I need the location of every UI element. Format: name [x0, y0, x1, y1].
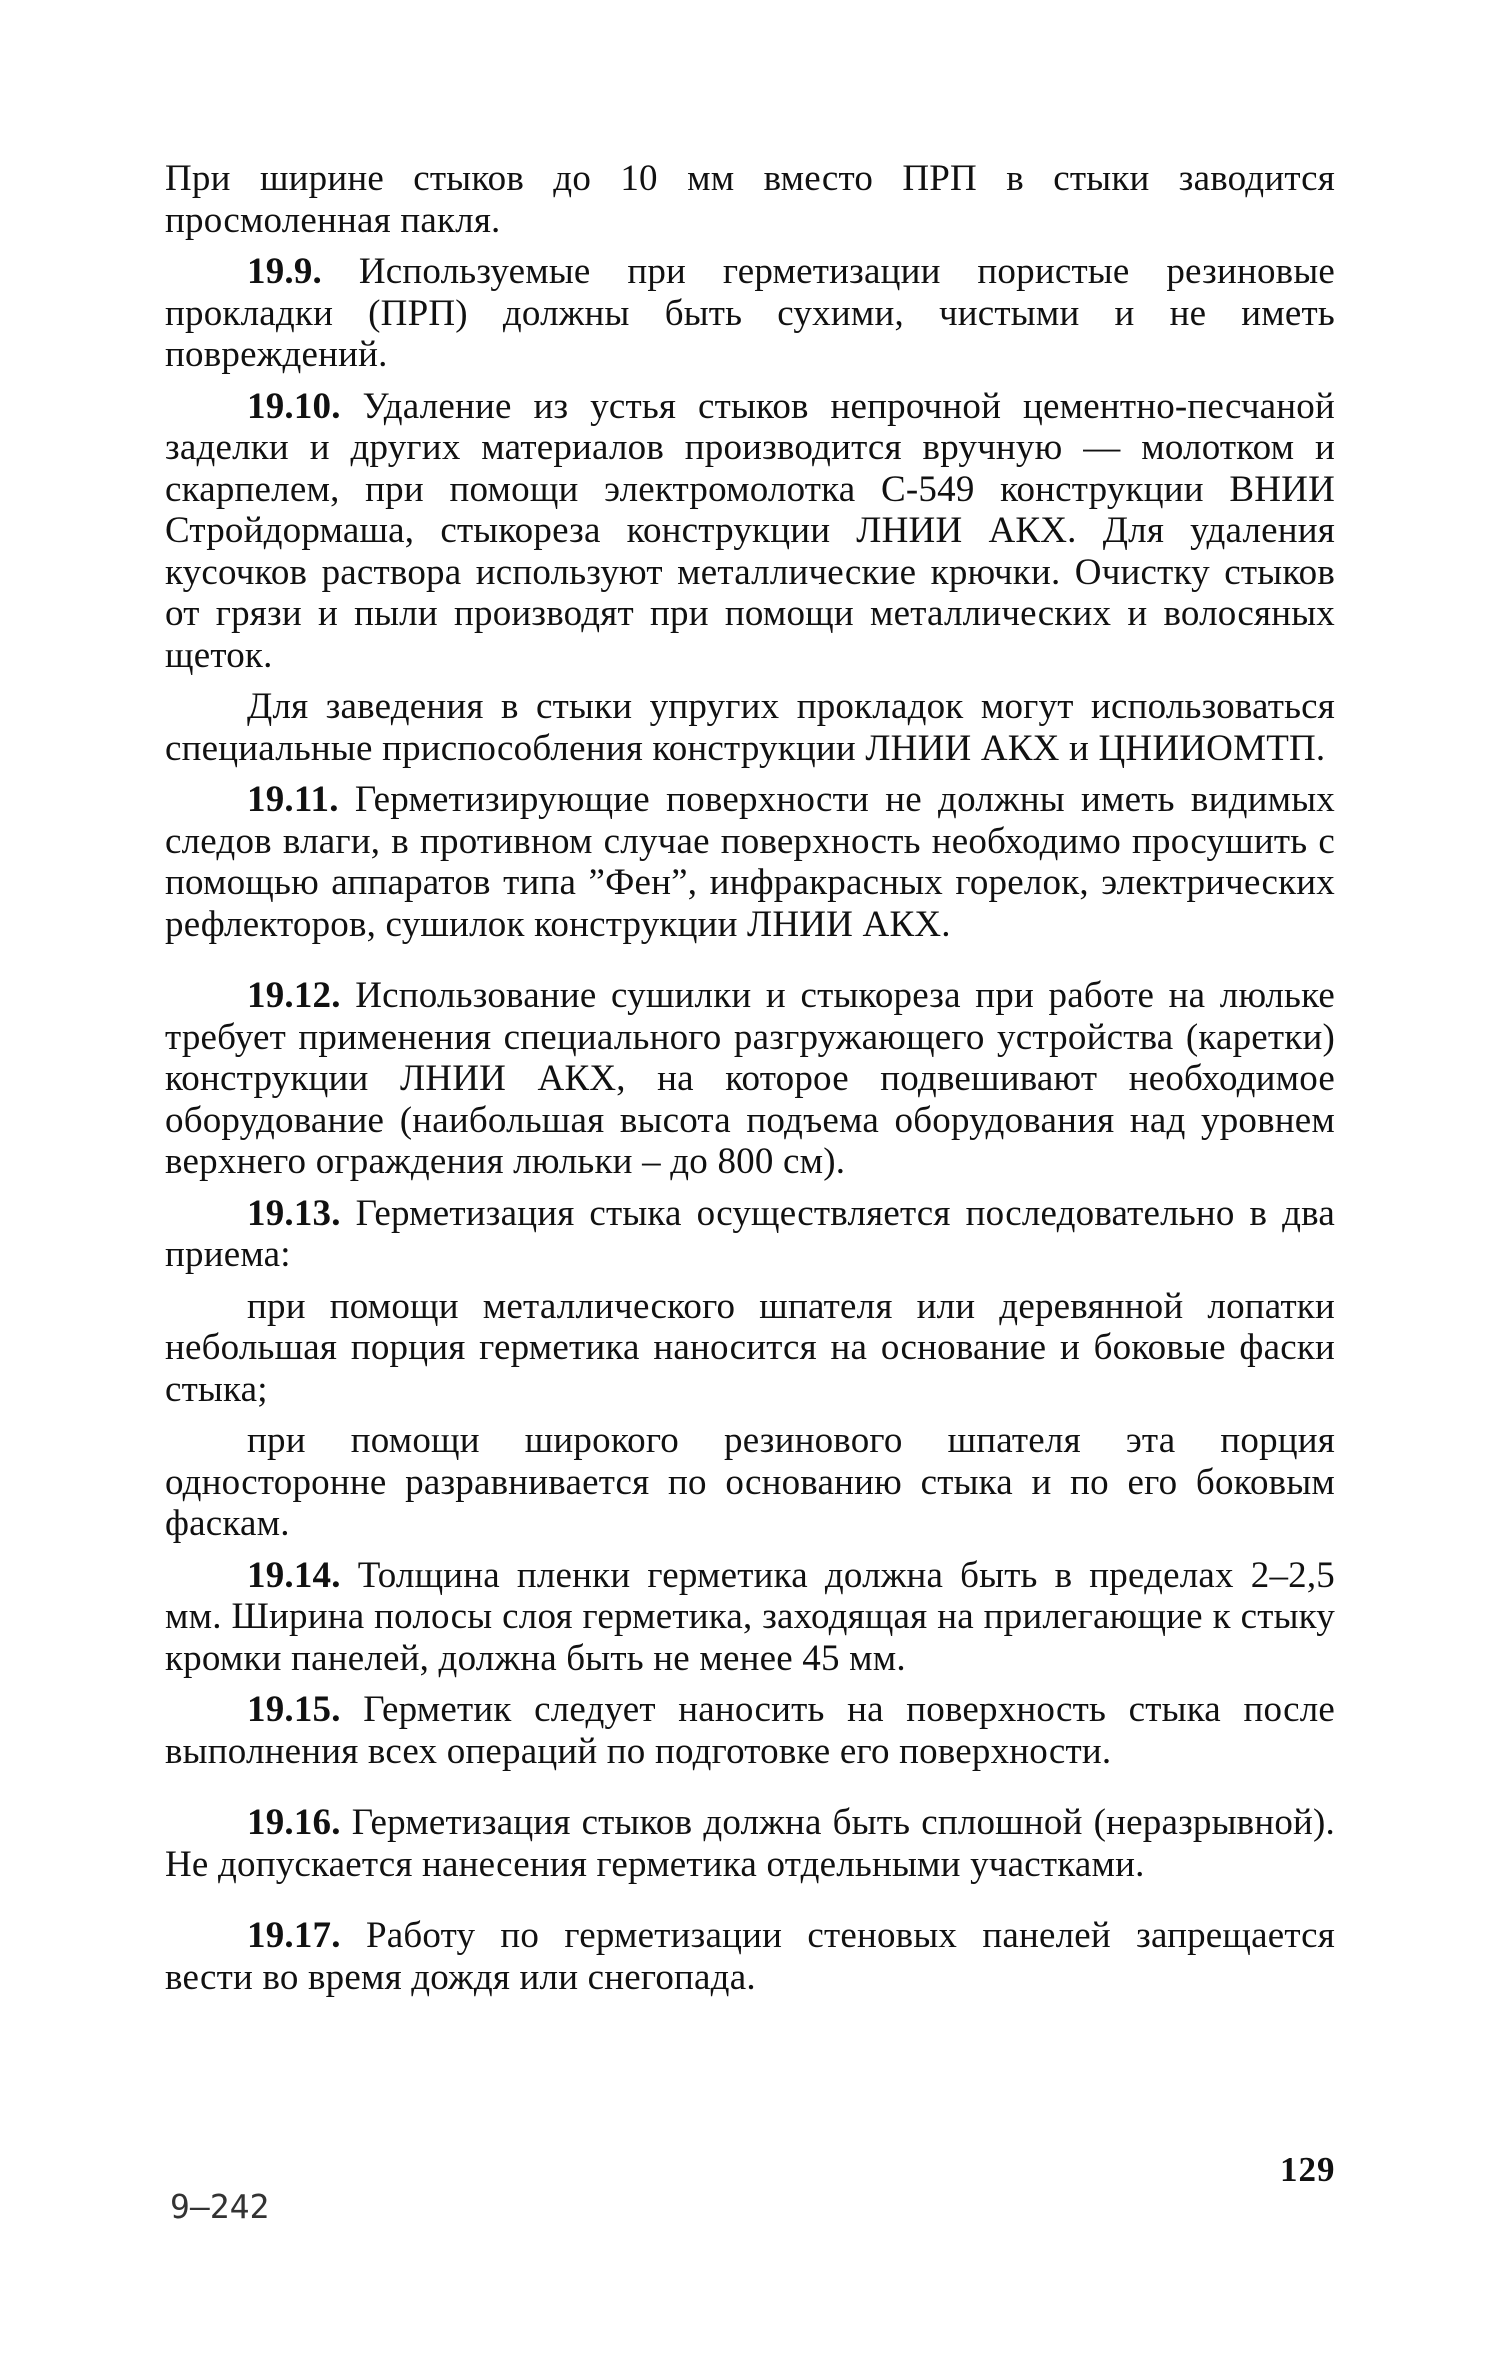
clause-number: 19.17. — [247, 1915, 341, 1956]
paragraph-text: Удаление из устья стыков непрочной цементно-песчаной заделки и других материалов производится вручную — молотком и скарпелем, при помощи электромолотка С-549 конструкции ВНИИ Стройдормаша, стыкореза конструкции ЛНИИ АКХ. Для удаления кусочков раствора используют металлические крючки. Очистку стыков от грязи и пыли производят при помощи металлических и волосяных щеток. — [165, 385, 1335, 676]
paragraph-text: Используемые при герметизации пористые резиновые прокладки (ПРП) должны быть сухими, чистыми и не иметь повреждений. — [165, 251, 1335, 375]
paragraph-text: при помощи широкого резинового шпателя эта порция односторонне разравнивается по основанию стыка и по его боковым фаскам. — [165, 1420, 1335, 1544]
paragraph-step-1 — [165, 1286, 1335, 1411]
paragraph-text: Герметик следует наносить на поверхность стыка после выполнения всех операций по подготовке его поверхности. — [165, 1689, 1335, 1772]
clause-number: 19.16. — [247, 1802, 341, 1843]
paragraph-text: при помощи металлического шпателя или деревянной лопатки небольшая порция герметика наносится на основание и боковые фаски стыка; — [165, 1285, 1335, 1410]
paragraph-text: Герметизация стыков должна быть сплошной (неразрывной). Не допускается нанесения герметика отдельными участками. — [165, 1802, 1335, 1885]
paragraph-19-15 — [165, 1689, 1335, 1772]
paragraph-19-16 — [165, 1802, 1335, 1885]
paragraph-19-17 — [165, 1915, 1335, 1998]
paragraph-text: Для заведения в стыки упругих прокладок могут использоваться специальные приспособления конструкции ЛНИИ АКХ и ЦНИИОМТП. — [165, 686, 1335, 769]
clause-number: 19.14. — [247, 1554, 341, 1596]
paragraph-19-14 — [165, 1555, 1335, 1680]
paragraph-19-11 — [165, 779, 1335, 945]
body-text — [165, 158, 1335, 1998]
clause-number: 19.12. — [247, 975, 341, 1016]
paragraph-19-9 — [165, 251, 1335, 376]
sheet-signature: 9–242 — [170, 2187, 270, 2226]
paragraph-text: Герметизирующие поверхности не должны иметь видимых следов влаги, в противном случае поверхность необходимо просушить с помощью аппаратов типа ”Фен”, инфракрасных горелок, электрических рефлекторов, сушилок конструкции ЛНИИ АКХ. — [165, 779, 1335, 945]
paragraph-text: Использование сушилки и стыкореза при работе на люльке требует применения специального разгружающего устройства (каретки) конструкции ЛНИИ АКХ, на которое подвешивают необходимое оборудование (наибольшая высота подъема оборудования над уровнем верхнего ограждения люльки – до 800 см). — [165, 975, 1335, 1182]
paragraph-step-2 — [165, 1420, 1335, 1545]
paragraph-19-12 — [165, 975, 1335, 1183]
clause-number: 19.15. — [247, 1689, 341, 1730]
paragraph-text: Герметизация стыка осуществляется последовательно в два приема: — [165, 1192, 1335, 1275]
clause-number: 19.10. — [247, 385, 341, 427]
paragraph-19-10 — [165, 386, 1335, 677]
clause-number: 19.9. — [247, 251, 322, 292]
paragraph-text: При ширине стыков до 10 мм вместо ПРП в стыки заводится просмоленная пакля. — [165, 158, 1335, 241]
paragraph-text: Работу по герметизации стеновых панелей запрещается вести во время дождя или снегопада. — [165, 1915, 1335, 1998]
clause-number: 19.13. — [247, 1192, 341, 1234]
paragraph-tools — [165, 686, 1335, 769]
paragraph-intro — [165, 158, 1335, 241]
page-number: 129 — [1280, 2150, 1336, 2189]
clause-number: 19.11. — [247, 779, 339, 820]
paragraph-19-13 — [165, 1193, 1335, 1276]
paragraph-text: Толщина пленки герметика должна быть в пределах 2–2,5 мм. Ширина полосы слоя герметика, заходящая на прилегающие к стыку кромки панелей, должна быть не менее 45 мм. — [165, 1554, 1335, 1679]
